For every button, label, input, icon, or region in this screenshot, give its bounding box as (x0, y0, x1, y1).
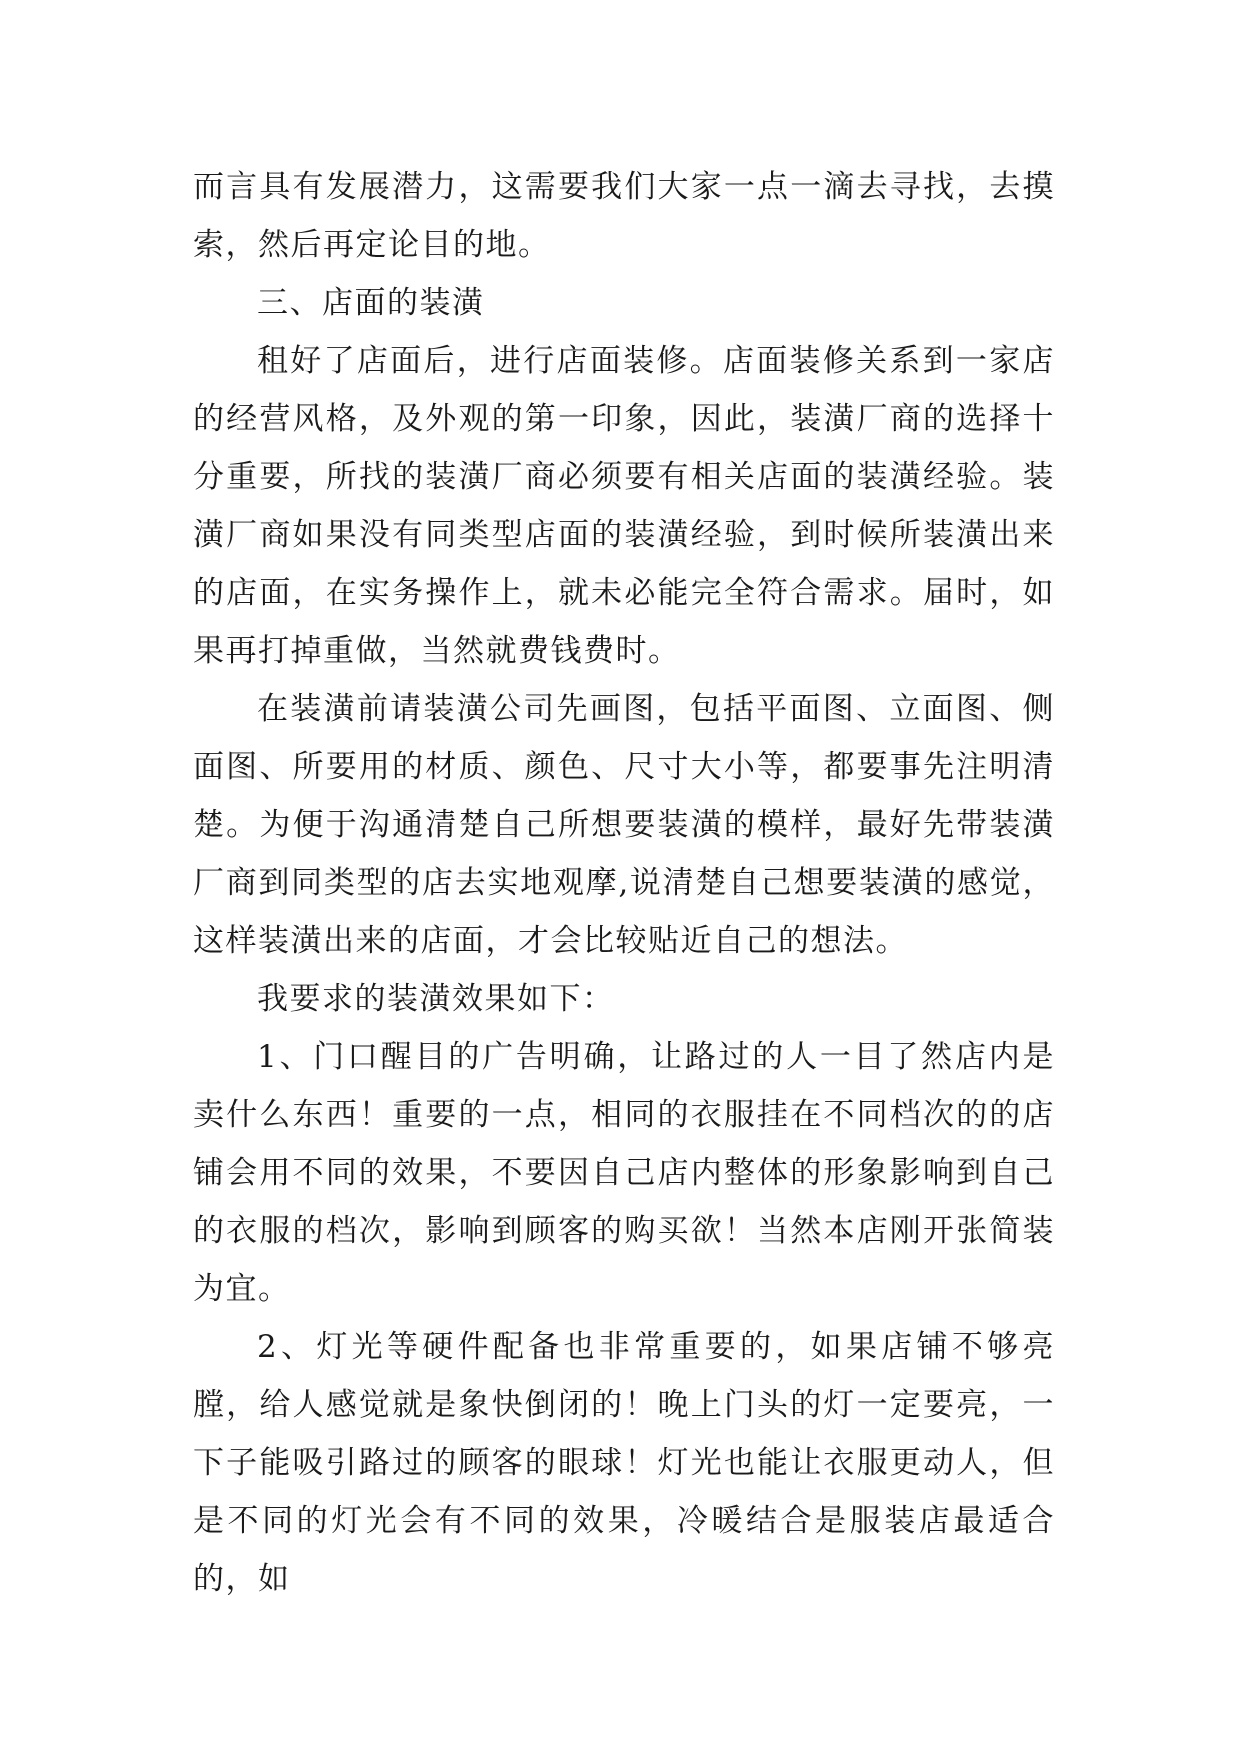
paragraph-renovation-intro: 租好了店面后，进行店面装修。店面装修关系到一家店的经营风格，及外观的第一印象，因此，装潢厂商的选择十分重要，所找的装潢厂商必须要有相关店面的装潢经验。装潢厂商如果没有同类型店面的装潢经验，到时候所装潢出来的店面，在实务操作上，就未必能完全符合需求。届时，如果再打掉重做，当然就费钱费时。 (193, 343, 1055, 669)
paragraph-continuation: 而言具有发展潜力，这需要我们大家一点一滴去寻找，去摸索，然后再定论目的地。 (193, 169, 1055, 263)
document-page (193, 158, 1055, 1608)
paragraph-design-drawings: 在装潢前请装潢公司先画图，包括平面图、立面图、侧面图、所要用的材质、颜色、尺寸大小等，都要事先注明清楚。为便于沟通清楚自己所想要装潢的模样，最好先带装潢厂商到同类型的店去实地观摩,说清楚自己想要装潢的感觉，这样装潢出来的店面，才会比较贴近自己的想法。 (193, 691, 1055, 959)
section-heading-store-decoration: 三、店面的装潢 (257, 285, 485, 321)
list-item-1-signage: 1、门口醒目的广告明确，让路过的人一目了然店内是卖什么东西！重要的一点，相同的衣服挂在不同档次的的店铺会用不同的效果，不要因自己店内整体的形象影响到自己的衣服的档次，影响到顾客的购买欲！当然本店刚开张简装为宜。 (193, 1039, 1055, 1307)
list-item-2-lighting: 2、灯光等硬件配备也非常重要的，如果店铺不够亮膛，给人感觉就是象快倒闭的！晚上门头的灯一定要亮，一下子能吸引路过的顾客的眼球！灯光也能让衣服更动人，但是不同的灯光会有不同的效果，冷暖结合是服装店最适合的，如 (193, 1329, 1055, 1597)
paragraph-requirements-intro: 我要求的装潢效果如下： (257, 981, 615, 1017)
